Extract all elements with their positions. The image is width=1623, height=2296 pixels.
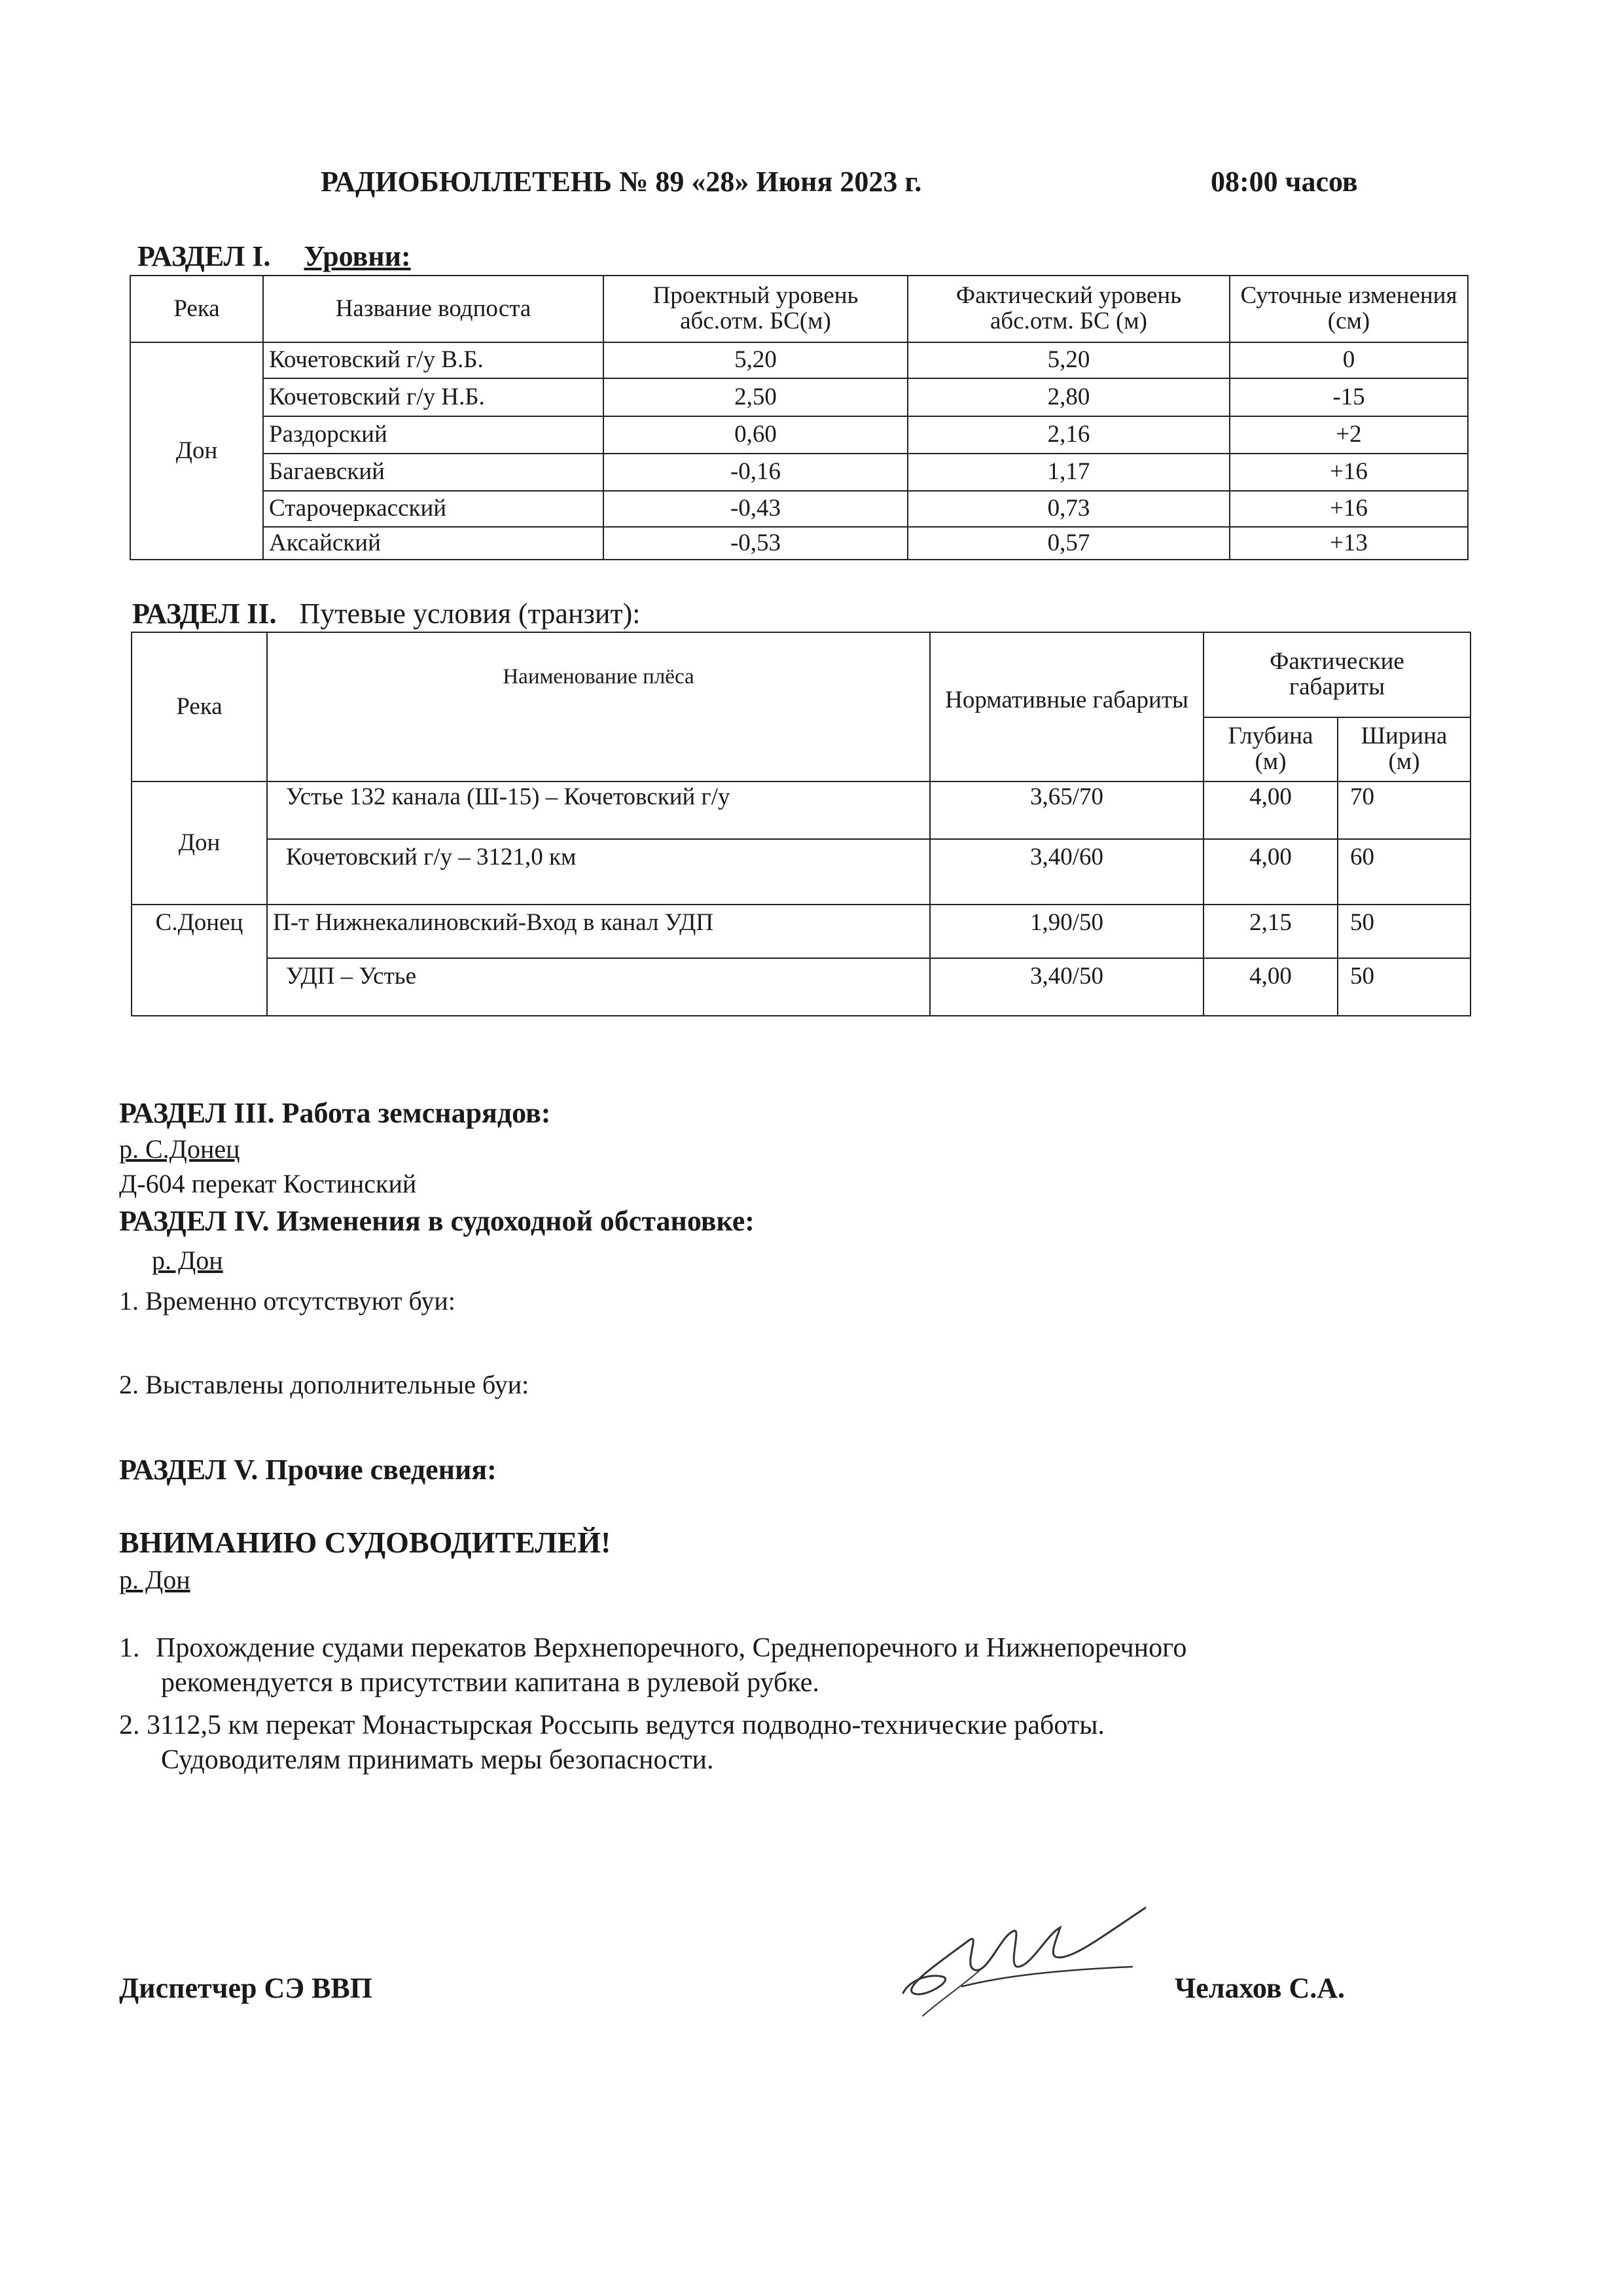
normative-cell: 3,40/60: [930, 839, 1204, 905]
col-daily-change: Суточные изменения (см): [1230, 276, 1468, 342]
col-actual-dimensions: Фактические габариты: [1204, 632, 1471, 717]
col-post: Название водпоста: [263, 276, 603, 342]
section2-heading-num: РАЗДЕЛ II.: [132, 598, 277, 630]
section2-heading: [132, 597, 641, 630]
section4-item2: 2. Выставлены дополнительные буи:: [119, 1370, 529, 1399]
reach-cell: П-т Нижнекалиновский-Вход в канал УДП: [267, 905, 930, 958]
bulletin-time: 08:00 часов: [1211, 166, 1358, 198]
actual-cell: 1,17: [908, 454, 1230, 491]
actual-cell: 0,57: [908, 527, 1230, 560]
width-cell: 50: [1338, 905, 1471, 958]
col-river: Река: [132, 632, 267, 781]
post-cell: Раздорский: [263, 416, 603, 454]
attention-river: р. Дон: [119, 1565, 190, 1594]
design-cell: -0,43: [603, 491, 908, 527]
daily-cell: +16: [1230, 454, 1468, 491]
col-normative: Нормативные габариты: [930, 632, 1204, 781]
col-depth: Глубина (м): [1204, 717, 1338, 781]
attention-item-1-text2: рекомендуется в присутствии капитана в рулевой рубке.: [161, 1667, 819, 1698]
actual-cell: 2,16: [908, 416, 1230, 454]
dispatcher-name: Челахов С.А.: [1175, 1972, 1346, 2004]
post-cell: Старочеркасский: [263, 491, 603, 527]
design-cell: 5,20: [603, 342, 908, 378]
signature-icon: [883, 1895, 1158, 2032]
section4-river: р. Дон: [152, 1246, 223, 1275]
transit-table: [131, 632, 1471, 1016]
actual-cell: 0,73: [908, 491, 1230, 527]
section4-heading: РАЗДЕЛ IV. Изменения в судоходной обстановке:: [119, 1205, 755, 1237]
daily-cell: -15: [1230, 378, 1468, 416]
section4-item1: 1. Временно отсутствуют буи:: [119, 1286, 455, 1316]
reach-cell: Кочетовский г/у – 3121,0 км: [267, 839, 930, 905]
table-row: [132, 958, 1471, 1016]
normative-cell: 3,65/70: [930, 781, 1204, 839]
reach-cell: УДП – Устье: [267, 958, 930, 1016]
width-cell: 70: [1338, 781, 1471, 839]
post-cell: Аксайский: [263, 527, 603, 560]
table-row: [132, 905, 1471, 958]
depth-cell: 2,15: [1204, 905, 1338, 958]
section3-line: Д-604 перекат Костинский: [119, 1169, 417, 1198]
table-row: [130, 527, 1468, 560]
attention-item-2: [119, 1708, 1441, 1777]
section2-heading-title: Путевые условия (транзит):: [299, 598, 641, 630]
levels-header-row: [130, 276, 1468, 342]
table-row: [130, 416, 1468, 454]
width-cell: 60: [1338, 839, 1471, 905]
actual-cell: 2,80: [908, 378, 1230, 416]
design-cell: 0,60: [603, 416, 908, 454]
attention-heading: ВНИМАНИЮ СУДОВОДИТЕЛЕЙ!: [119, 1526, 611, 1559]
table-row: [132, 839, 1471, 905]
transit-header-row-1: [132, 632, 1471, 717]
dispatcher-position: Диспетчер СЭ ВВП: [119, 1972, 372, 2004]
section5-heading: РАЗДЕЛ V. Прочие сведения:: [119, 1454, 497, 1486]
post-cell: Кочетовский г/у Н.Б.: [263, 378, 603, 416]
design-cell: -0,16: [603, 454, 908, 491]
reach-cell: Устье 132 канала (Ш-15) – Кочетовский г/у: [267, 781, 930, 839]
daily-cell: +13: [1230, 527, 1468, 560]
post-cell: Багаевский: [263, 454, 603, 491]
section1-heading-title: Уровни:: [304, 240, 411, 272]
depth-cell: 4,00: [1204, 839, 1338, 905]
river-cell: С.Донец: [132, 905, 267, 1016]
post-cell: Кочетовский г/у В.Б.: [263, 342, 603, 378]
attention-item-1-text: Прохождение судами перекатов Верхнепоречного, Среднепоречного и Нижнепоречного: [156, 1633, 1187, 1663]
col-width: Ширина (м): [1338, 717, 1471, 781]
bulletin-title: РАДИОБЮЛЛЕТЕНЬ № 89 «28» Июня 2023 г.: [321, 166, 922, 198]
attention-item-2-num: 2.: [119, 1710, 140, 1740]
col-actual-level: Фактический уровень абс.отм. БС (м): [908, 276, 1230, 342]
section3-heading: РАЗДЕЛ III. Работа земснарядов:: [119, 1097, 551, 1129]
attention-item-2-text: 3112,5 км перекат Монастырская Россыпь ведутся подводно-технические работы.: [147, 1710, 1105, 1740]
design-cell: -0,53: [603, 527, 908, 560]
col-design-level: Проектный уровень абс.отм. БС(м): [603, 276, 908, 342]
width-cell: 50: [1338, 958, 1471, 1016]
river-cell: Дон: [130, 342, 263, 560]
section1-heading: [137, 240, 411, 273]
actual-cell: 5,20: [908, 342, 1230, 378]
attention-item-1: [119, 1631, 1441, 1700]
design-cell: 2,50: [603, 378, 908, 416]
daily-cell: +2: [1230, 416, 1468, 454]
levels-table: [130, 275, 1469, 560]
col-river: Река: [130, 276, 263, 342]
table-row: [132, 781, 1471, 839]
col-reach: Наименование плёса: [267, 632, 930, 781]
normative-cell: 1,90/50: [930, 905, 1204, 958]
daily-cell: +16: [1230, 491, 1468, 527]
table-row: [130, 491, 1468, 527]
table-row: [130, 378, 1468, 416]
normative-cell: 3,40/50: [930, 958, 1204, 1016]
section1-heading-num: РАЗДЕЛ I.: [137, 240, 271, 272]
daily-cell: 0: [1230, 342, 1468, 378]
depth-cell: 4,00: [1204, 781, 1338, 839]
table-row: [130, 342, 1468, 378]
section3-river: р. С.Донец: [119, 1134, 240, 1164]
attention-item-1-num: 1.: [119, 1633, 140, 1663]
depth-cell: 4,00: [1204, 958, 1338, 1016]
river-cell: Дон: [132, 781, 267, 905]
attention-item-2-text2: Судоводителям принимать меры безопасности.: [161, 1744, 714, 1775]
table-row: [130, 454, 1468, 491]
